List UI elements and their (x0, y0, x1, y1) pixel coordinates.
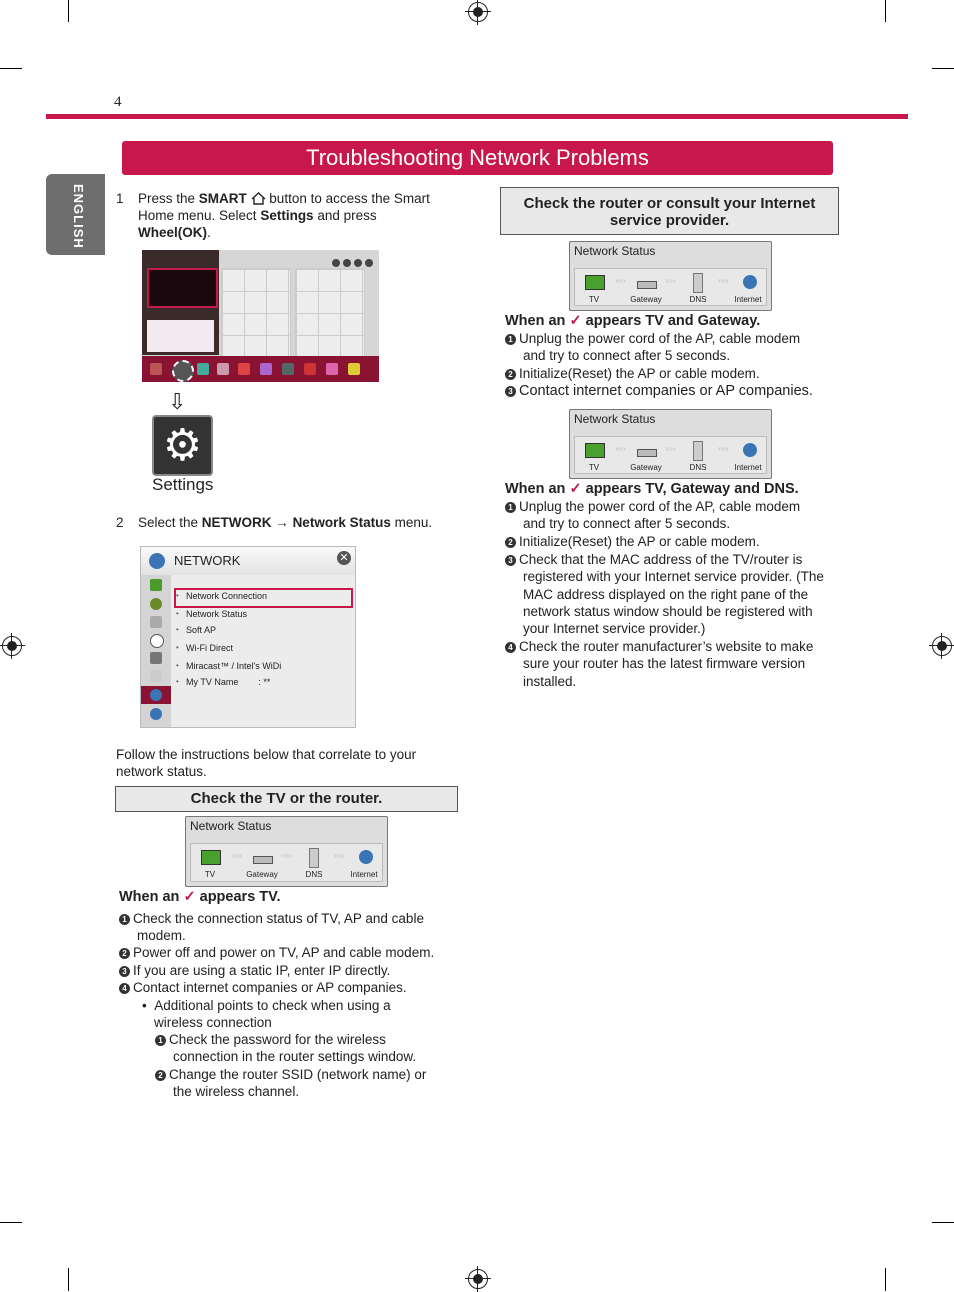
settings-caption: Settings (152, 475, 214, 494)
step-2-text (138, 514, 468, 531)
network-status-inner (190, 843, 383, 882)
bullet-item (142, 997, 462, 1032)
menu-item-network-connection[interactable]: • Network Connection (186, 591, 267, 601)
option-icon (150, 670, 162, 682)
text: network status. (116, 764, 207, 779)
list-number: 4 (505, 642, 516, 653)
text: Check the router or consult your Internet (523, 195, 816, 212)
list-number: 1 (155, 1035, 166, 1046)
text: Press the (138, 191, 199, 206)
app-grid (221, 268, 291, 358)
text: If you are using a static IP, enter IP directly. (133, 963, 391, 978)
page-number: 4 (114, 94, 122, 110)
page-title: Troubleshooting Network Problems (122, 141, 833, 175)
network-status-title: Network Status (574, 412, 656, 426)
registration-mark-icon (468, 2, 488, 22)
crop-mark (885, 0, 886, 22)
text: Power off and power on TV, AP and cable modem. (133, 945, 435, 960)
tv-icon (585, 275, 605, 290)
text: . (207, 225, 211, 240)
node-label-internet: Internet (734, 463, 762, 472)
list-number: 2 (155, 1070, 166, 1081)
text: the wireless channel. (173, 1084, 300, 1100)
dns-icon (309, 848, 319, 868)
text: appears TV. (195, 889, 281, 905)
top-accent-bar (46, 114, 908, 119)
text: your Internet service provider.) (523, 621, 706, 637)
list-item (505, 383, 850, 400)
internet-globe-icon (743, 443, 757, 457)
text: and try to connect after 5 seconds. (523, 348, 731, 364)
network-menu-title: NETWORK (174, 553, 241, 568)
text: modem. (137, 928, 186, 944)
dns-icon (693, 273, 703, 293)
wheel-label: Wheel(OK) (138, 225, 207, 240)
network-status-panel (569, 241, 772, 311)
menu-item-soft-ap[interactable]: • Soft AP (186, 625, 216, 635)
list-item (505, 330, 845, 365)
network-status-inner (574, 268, 767, 306)
language-tab (46, 174, 105, 255)
node-label-tv: TV (204, 870, 216, 879)
text: When an (505, 313, 570, 329)
chevron-icon: ›››› (665, 444, 676, 453)
text: Additional points to check when using a (154, 998, 391, 1013)
list-item (505, 365, 845, 382)
crop-mark (885, 1268, 886, 1291)
text: Follow the instructions below that correlate to your (116, 747, 417, 762)
section-header-tv-router: Check the TV or the router. (115, 786, 458, 812)
launcher-icon (282, 363, 294, 375)
text: Contact internet companies or AP companies. (133, 980, 407, 995)
text: Check the password for the wireless (169, 1032, 386, 1047)
dns-icon (693, 441, 703, 461)
list-item (505, 533, 845, 550)
text: and try to connect after 5 seconds. (523, 516, 731, 532)
text: network status window should be registered with (523, 603, 813, 619)
registration-mark-icon (932, 636, 952, 656)
network-status-inner (574, 436, 767, 474)
check-icon: ✓ (569, 481, 582, 497)
chevron-icon: ›››› (718, 444, 729, 453)
list-item (119, 910, 459, 945)
gear-icon: ⚙ (152, 415, 213, 476)
text: Check the connection status of TV, AP and cable (133, 911, 424, 926)
list-item (505, 638, 845, 690)
list-number: 2 (505, 537, 516, 548)
step-1-text (138, 190, 458, 241)
step-number: 2 (116, 515, 124, 530)
top-icons (329, 254, 373, 272)
launcher-icon (348, 363, 360, 375)
node-label-dns: DNS (689, 295, 707, 304)
channel-icon (150, 616, 162, 628)
text: Select the (138, 515, 202, 530)
text: Contact internet companies or AP companies. (519, 383, 813, 399)
text: Unplug the power cord of the AP, cable modem (519, 499, 801, 514)
launcher-icon (326, 363, 338, 375)
crop-mark (0, 68, 22, 69)
menu-item-tv-name[interactable]: • My TV Name : ** (186, 677, 270, 687)
crop-mark (68, 1268, 69, 1291)
list-item (505, 551, 850, 637)
crop-mark (68, 0, 69, 22)
picture-icon (150, 579, 162, 591)
globe-icon (149, 553, 165, 569)
registration-mark-icon (468, 1269, 488, 1289)
help-icon (150, 708, 162, 720)
list-item (119, 979, 459, 996)
list-number: 1 (505, 502, 516, 513)
home-icon (251, 192, 266, 205)
text: Initialize(Reset) the AP or cable modem. (519, 534, 760, 549)
network-label: NETWORK (201, 515, 272, 530)
crop-mark (932, 1222, 954, 1223)
launcher-icon (150, 363, 162, 375)
text: and press (313, 208, 377, 223)
text: MAC address displayed on the right pane of the (523, 586, 809, 602)
chevron-icon: ›››› (718, 276, 729, 285)
follow-instructions (116, 746, 456, 780)
text: connection in the router settings window. (173, 1049, 417, 1065)
text: service provider. (609, 212, 730, 229)
lock-icon (150, 652, 162, 664)
smart-home-screenshot (142, 250, 379, 382)
network-icon (150, 689, 162, 701)
crop-mark (932, 68, 954, 69)
text: Check the router manufacturer’s website to make (519, 639, 814, 654)
list-item (119, 962, 459, 979)
menu-item-miracast[interactable]: • Miracast™ / Intel's WiDi (186, 661, 281, 671)
sound-icon (150, 598, 162, 610)
node-label-gateway: Gateway (630, 295, 662, 304)
tv-icon (585, 443, 605, 458)
text: Initialize(Reset) the AP or cable modem. (519, 366, 760, 381)
text: installed. (523, 673, 577, 689)
text: When an (119, 889, 184, 905)
settings-label: Settings (260, 208, 314, 223)
node-label-tv: TV (588, 463, 600, 472)
language-tab-label: ENGLISH (71, 184, 86, 249)
internet-globe-icon (743, 275, 757, 289)
check-icon: ✓ (569, 313, 582, 329)
network-status-panel (185, 816, 388, 887)
launcher-icon (197, 363, 209, 375)
network-status-panel (569, 409, 772, 479)
when-tv-gateway-heading (505, 313, 760, 329)
bullet: • (142, 998, 155, 1013)
list-number: 3 (119, 966, 130, 977)
list-number: 3 (505, 555, 516, 566)
list-number: 1 (119, 914, 130, 925)
text: Home menu. Select (138, 208, 261, 223)
live-tv-preview (147, 268, 218, 308)
network-menu-screenshot (140, 546, 356, 728)
step-1 (116, 190, 456, 242)
when-tv-heading (119, 889, 281, 905)
text: button to access the Smart (265, 191, 430, 206)
text: sure your router has the latest firmware version (523, 656, 806, 672)
launcher-icon (260, 363, 272, 375)
text: Change the router SSID (network name) or (169, 1067, 427, 1082)
node-label-gateway: Gateway (630, 463, 662, 472)
gateway-icon (637, 449, 657, 457)
step-number: 1 (116, 191, 124, 206)
sub-list-item (155, 1031, 455, 1066)
tv-icon (201, 850, 221, 865)
chevron-icon: ›››› (665, 276, 676, 285)
internet-globe-icon (359, 850, 373, 864)
node-label-gateway: Gateway (246, 870, 278, 879)
list-number: 3 (505, 386, 516, 397)
time-icon (150, 634, 164, 648)
settings-launcher-icon (172, 360, 194, 382)
registration-mark-icon (2, 636, 22, 656)
launcher-icon (217, 363, 229, 375)
gateway-icon (253, 856, 273, 864)
step-2 (116, 514, 456, 532)
menu-item-wifi-direct[interactable]: • Wi-Fi Direct (186, 643, 233, 653)
chevron-icon: ›››› (231, 851, 242, 860)
down-arrow-icon: ⇩ (168, 389, 187, 414)
text: Unplug the power cord of the AP, cable modem (519, 331, 801, 346)
chevron-icon: ›››› (334, 851, 345, 860)
text: appears TV and Gateway. (581, 313, 761, 329)
list-number: 1 (505, 334, 516, 345)
text: appears TV, Gateway and DNS. (581, 481, 799, 497)
node-label-internet: Internet (734, 295, 762, 304)
app-grid (295, 268, 365, 358)
node-label-dns: DNS (305, 870, 323, 879)
chevron-icon: ›››› (615, 276, 626, 285)
app-card (147, 320, 214, 352)
node-label-dns: DNS (689, 463, 707, 472)
launcher-icon (304, 363, 316, 375)
list-item (119, 944, 459, 961)
text: wireless connection (154, 1015, 272, 1031)
sub-list-item (155, 1066, 455, 1101)
menu-item-network-status[interactable]: • Network Status (186, 609, 247, 619)
smart-label: SMART (198, 191, 247, 206)
check-icon: ✓ (183, 889, 196, 905)
text: Check that the MAC address of the TV/router is (519, 552, 803, 567)
gateway-icon (637, 281, 657, 289)
crop-mark (0, 1222, 22, 1223)
network-status-title: Network Status (574, 244, 656, 258)
list-number: 2 (119, 948, 130, 959)
when-tv-gateway-dns-heading (505, 481, 799, 497)
text: registered with your Internet service provider. (The (523, 569, 824, 585)
text: menu. (390, 515, 433, 530)
list-number: 2 (505, 369, 516, 380)
chevron-icon: ›››› (281, 851, 292, 860)
text: → (271, 515, 293, 530)
chevron-icon: ›››› (615, 444, 626, 453)
text: When an (505, 481, 570, 497)
close-icon[interactable]: ✕ (337, 551, 351, 565)
network-status-label: Network Status (292, 515, 391, 530)
node-label-tv: TV (588, 295, 600, 304)
list-number: 4 (119, 983, 130, 994)
section-header-router-isp (500, 187, 839, 235)
network-status-title: Network Status (190, 819, 272, 833)
list-item (505, 498, 845, 533)
node-label-internet: Internet (350, 870, 378, 879)
launcher-icon (238, 363, 250, 375)
